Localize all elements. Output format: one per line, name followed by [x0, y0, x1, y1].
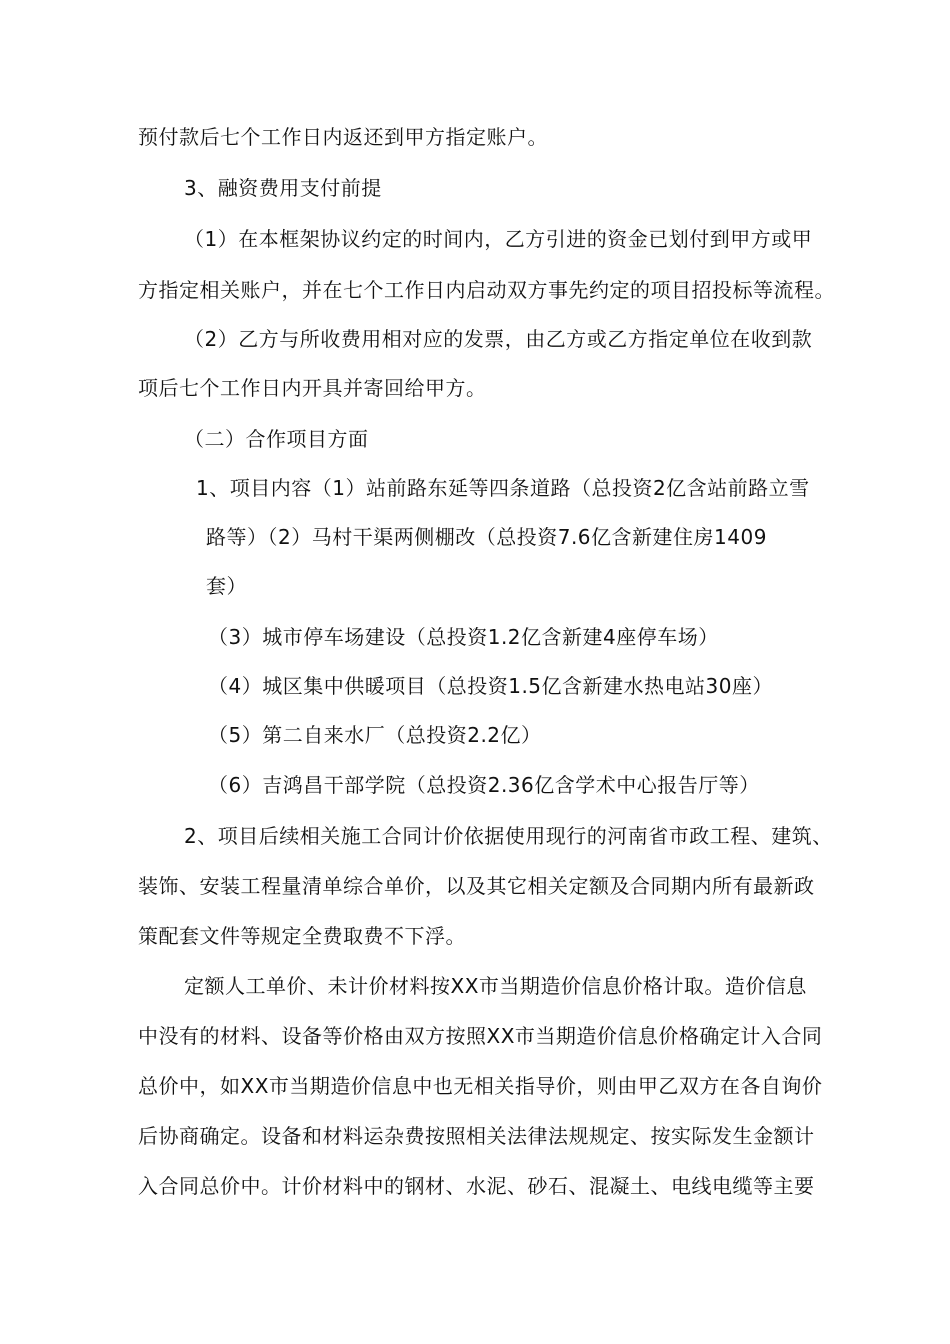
- paragraph-line: 装饰、安装工程量清单综合单价，以及其它相关定额及合同期内所有最新政: [138, 874, 815, 898]
- paragraph-line: 项后七个工作日内开具并寄回给甲方。: [138, 376, 487, 400]
- list-item: （4）城区集中供暖项目（总投资1.5亿含新建水热电站30座）: [208, 674, 773, 698]
- paragraph-line: 1、项目内容（1）站前路东延等四条道路（总投资2亿含站前路立雪: [196, 476, 810, 500]
- paragraph-line: 套）: [206, 574, 247, 598]
- paragraph-line: 中没有的材料、设备等价格由双方按照XX市当期造价信息价格确定计入合同: [138, 1024, 823, 1048]
- list-item: （6）吉鸿昌干部学院（总投资2.36亿含学术中心报告厅等）: [208, 773, 760, 797]
- paragraph-line: 预付款后七个工作日内返还到甲方指定账户。: [138, 125, 548, 149]
- paragraph-line: 定额人工单价、未计价材料按XX市当期造价信息价格计取。造价信息: [184, 974, 807, 998]
- paragraph-line: （1）在本框架协议约定的时间内，乙方引进的资金已划付到甲方或甲: [184, 227, 813, 251]
- section-heading: （二）合作项目方面: [184, 427, 369, 451]
- paragraph-line: 路等）（2）马村干渠两侧棚改（总投资7.6亿含新建住房1409: [206, 525, 767, 549]
- paragraph-line: （2）乙方与所收费用相对应的发票，由乙方或乙方指定单位在收到款: [184, 327, 813, 351]
- paragraph-line: 3、融资费用支付前提: [184, 176, 382, 200]
- paragraph-line: 策配套文件等规定全费取费不下浮。: [138, 924, 466, 948]
- paragraph-line: 2、项目后续相关施工合同计价依据使用现行的河南省市政工程、建筑、: [184, 824, 833, 848]
- paragraph-line: 入合同总价中。计价材料中的钢材、水泥、砂石、混凝土、电线电缆等主要: [138, 1174, 815, 1198]
- paragraph-line: 后协商确定。设备和材料运杂费按照相关法律法规规定、按实际发生金额计: [138, 1124, 815, 1148]
- list-item: （3）城市停车场建设（总投资1.2亿含新建4座停车场）: [208, 625, 719, 649]
- paragraph-line: 方指定相关账户，并在七个工作日内启动双方事先约定的项目招投标等流程。: [138, 278, 835, 302]
- paragraph-line: 总价中，如XX市当期造价信息中也无相关指导价，则由甲乙双方在各自询价: [138, 1074, 823, 1098]
- list-item: （5）第二自来水厂（总投资2.2亿）: [208, 723, 542, 747]
